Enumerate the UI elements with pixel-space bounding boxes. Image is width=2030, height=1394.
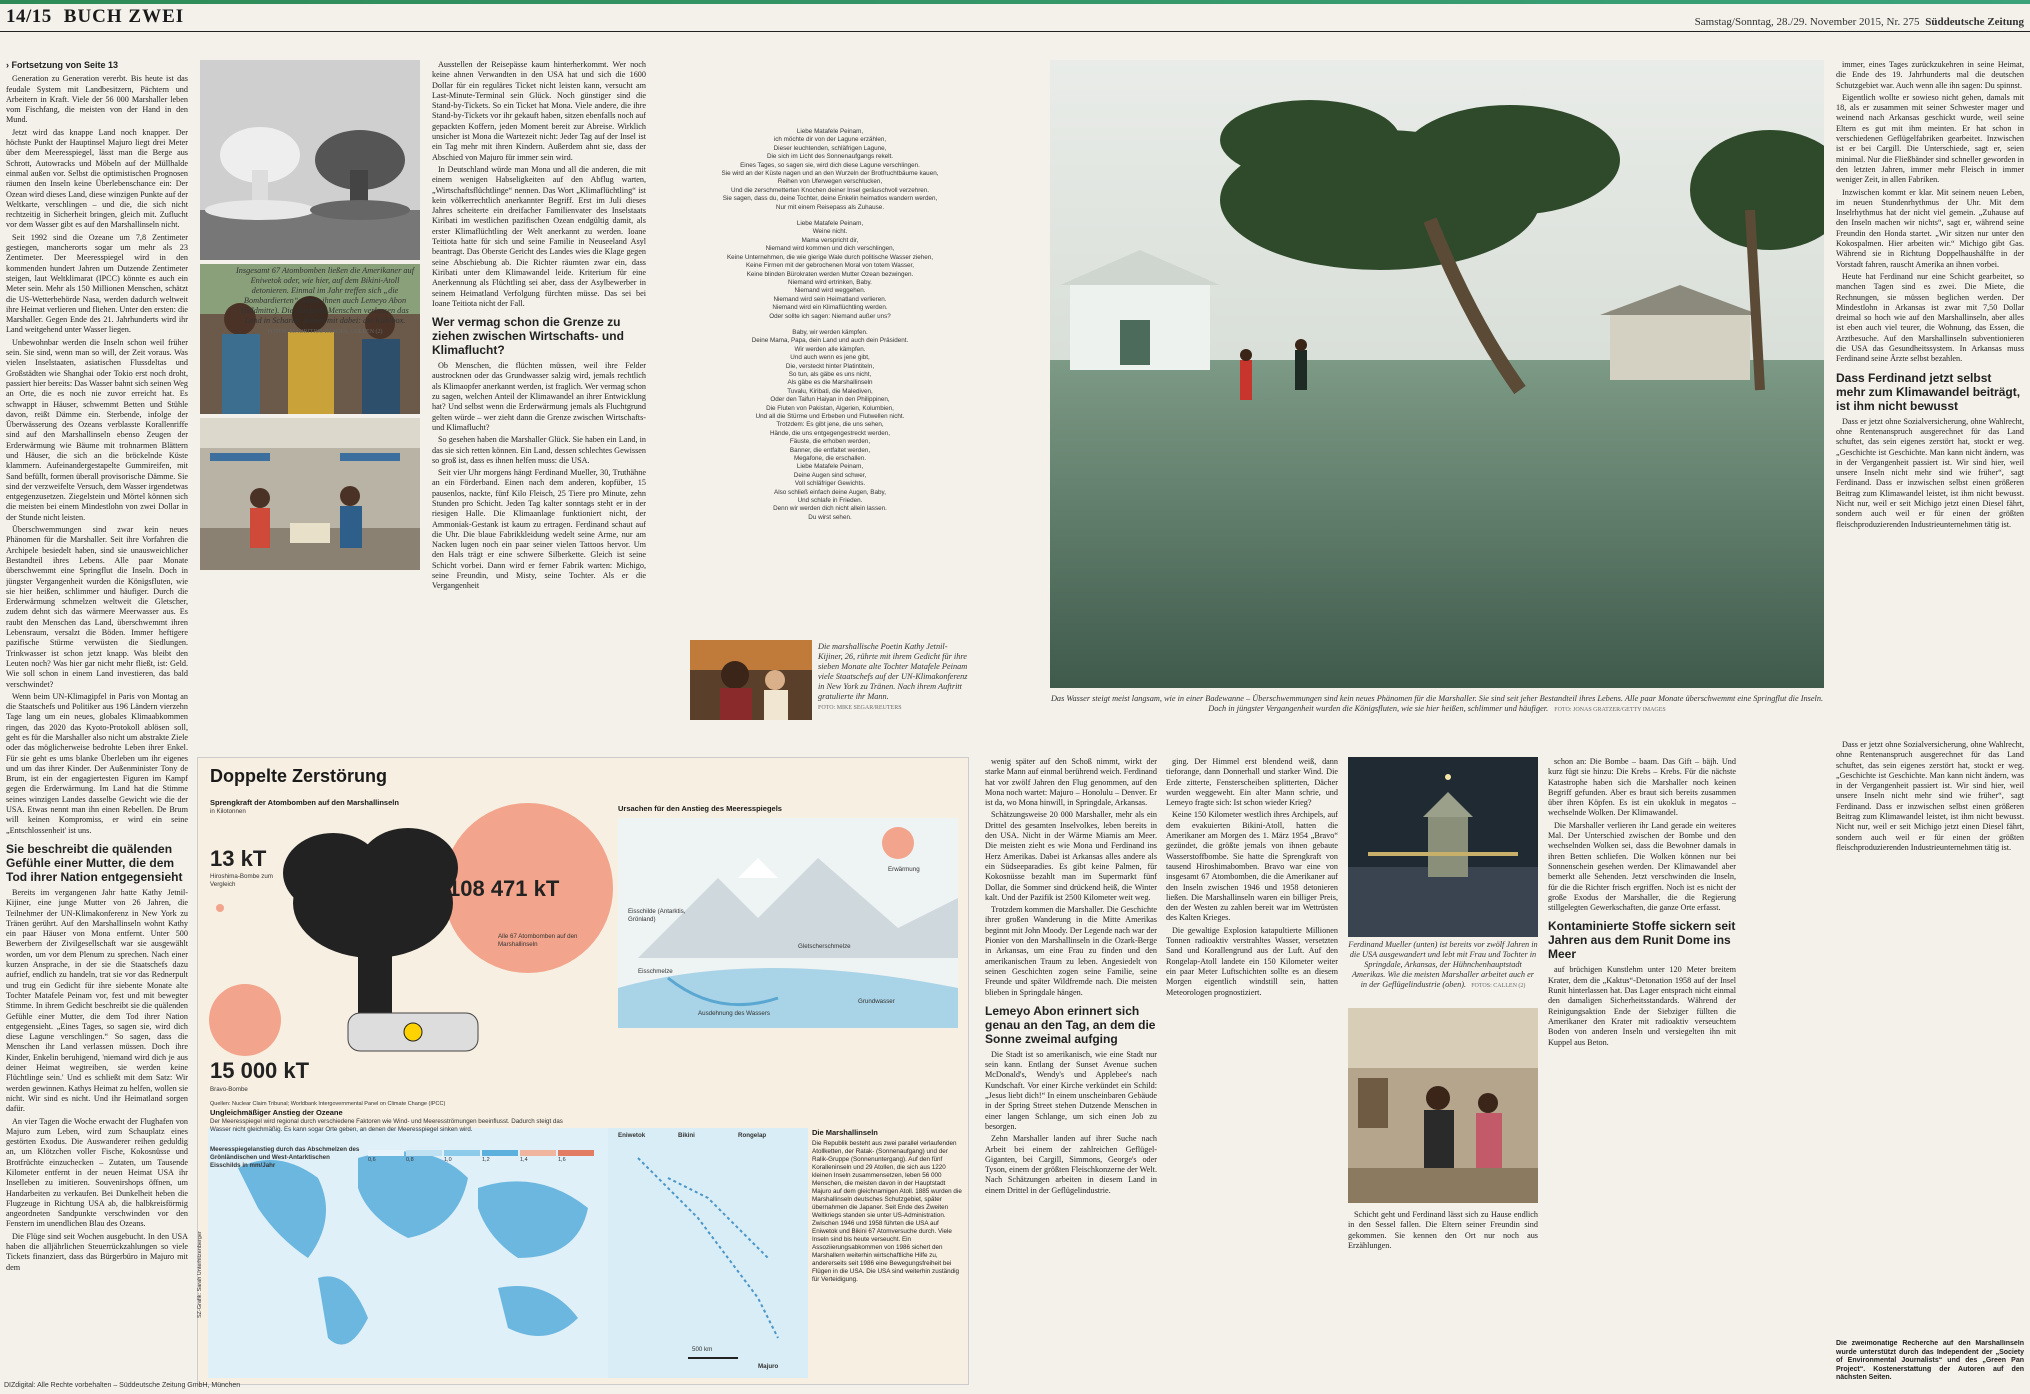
total-label: Alle 67 Atombomben auf den Marshallinseln <box>498 933 578 948</box>
bomb-chart-title: Sprengkraft der Atombomben auf den Marshallinseln <box>210 798 399 807</box>
issue-info <box>1695 16 2024 28</box>
flood-caption <box>1050 694 1824 715</box>
cause-label: Ausdehnung des Wassers <box>698 1010 770 1017</box>
continuation-kicker: › Fortsetzung von Seite 13 <box>6 60 119 70</box>
paragraph: Dass er jetzt ohne Sozialversicherung, ohne Wahlrecht, ohne Rentenanspruch ausgerechnet für das Land schuftet, das sein eigenes zerstört hat, stockt er weg. „Geschichte ist Geschichte. Man kann nicht ändern, was in der Vergangenheit passiert ist. Wir sind hier, weil unsere Inseln nicht mehr sind wie früher“, sagt Ferdinand. Dass er inzwischen selbst einen größeren Beitrag zum Klimawandel leistet, ist ihm nicht bewusst. Nicht nur, weil er seit Michigo jetzt einen Diesel fährt, sondern auch weil er für einen der größten fleischproduzierenden Industrieunternehmen tätig ist. <box>1836 416 2024 529</box>
graphic-illustration <box>198 758 970 1386</box>
page-number: 14/15 <box>6 6 52 27</box>
paragraph: wenig später auf den Schoß nimmt, wirkt der starke Mann auf einmal berührend weich. Ferdinand hat vor zwölf Jahren den Flug genommen, auf den Mona noch wartet: Majuro – Honolulu – Denver. Er ist da, wo Mona hinwill, in Springdale, Arkansas. <box>985 757 1157 808</box>
poem-stanza: Baby, wir werden kämpfen. Deine Mama, Papa, dein Land und auch dein Präsident. Wir werden alle kämpfen. Und auch wenn es jene gibt, Die, versteckt hinter Platintiteln, So tun, als gäbe es uns nicht, Als gäbe es die Marshallinseln Tuvalu, Kiribati, die Malediven, Oder den Taifun Haiyan in den Philippinen, Die Fluten von Pakistan, Algerien, Kolumbien, Und all die Stürme und Erbeben und Flutwellen nicht. Trotzdem: Es gibt jene, die uns sehen, Hände, die uns entgegengestreckt werden, Fäuste, die erhoben werden, Banner, die entfaltet werden, Megafone, die erschallen. Liebe Matafele Peinam, Deine Augen sind schwer, Voll schläfriger Gewichts. Also schließ einfach deine Augen, Baby, Und schlafe in Frieden. Denn wir werden dich nicht allein lassen. Du wirst sehen. <box>751 328 909 521</box>
bomb-chart-unit: in Kilotonnen <box>210 808 246 815</box>
legend-step: 1,6 <box>558 1150 594 1164</box>
legend-step: 1,2 <box>482 1150 518 1164</box>
paragraph: Die Stadt ist so amerikanisch, wie eine Stadt nur sein kann. Entlang der Sunset Avenue suchen McDonald's, Wendy's und Applebee's nach Kundschaft. Vor einer Kirche verkündet ein Schild: „Jesus liebt dich!“ In einem unscheinbaren Gebäude in der Spring Street stehen Dutzende Menschen in einer langen Schlange, um sich einen Job zu besorgen. <box>985 1049 1157 1131</box>
bottom-copyright: DIZdigital: Alle Rechte vorbehalten – Süddeutsche Zeitung GmbH, München <box>4 1382 241 1389</box>
poem-stanza: Liebe Matafele Peinam, Weine nicht. Mama verspricht dir, Niemand wird kommen und dich verschlingen, Keine Unternehmen, die wie gierige Wale durch politische Wasser ziehen, Keine Firmen mit der gebrochenen Moral von totem Wasser, Keine blinden Bürokraten werden Mutter Ozean bezwingen. Niemand wird ertrinken, Baby. Niemand wird weggehen. Niemand wird sein Heimatland verlieren. Niemand wird ein Klimaflüchtling werden. Oder sollte ich sagen: Niemand außer uns? <box>726 220 934 320</box>
paragraph: Generation zu Generation vererbt. Bis heute ist das feudale System mit Landbesitzern, Pächtern und Arbeitern in Kraft. Viele der 56 000 Marshaller leben vom Fischfang, die meisten von der Hand in den Mund. <box>6 74 188 125</box>
rise-title: Ungleichmäßiger Anstieg der Ozeane <box>210 1108 343 1117</box>
paragraph: Die Flüge sind seit Wochen ausgebucht. In den USA haben die alljährlichen Steuerrückzahlungen so viele Tickets finanziert, dass das Bürgerbüro in Majuro mit dem <box>6 1231 188 1272</box>
subheadline: Lemeyo Abon erinnert sich genau an den Tag, an dem die Sonne zweimal aufging <box>985 1003 1156 1046</box>
subheadline: Dass Ferdinand jetzt selbst mehr zum Klimawandel beiträgt, ist ihm nicht bewusst <box>1836 370 2021 413</box>
cause-label: Eisschmelze <box>638 968 673 975</box>
legend-step: 0,8 <box>406 1150 442 1164</box>
atoll-label: Eniwetok <box>618 1132 646 1139</box>
poet-caption <box>818 642 968 713</box>
photo-mushroom-cloud <box>200 60 420 260</box>
ferdinand-caption <box>1348 940 1538 991</box>
paragraph: Die gewaltige Explosion katapultierte Millionen Tonnen radioaktiv verstrahltes Wasser, versetzten Sand und Korallengrund aus der Luft. Auf den Rongelap-Atoll landete ein 150 Kilometer weiter ein paar Meter Luftschichten sollte es an diesem Morgen eigentlich windstill sein, hatten Meteorologen prognostiziert. <box>1166 925 1338 997</box>
subheadline: Sie beschreibt die quälenden Gefühle einer Mutter, die dem Tod ihrer Nation entgegensieht <box>6 841 183 884</box>
top-color-bar <box>0 0 2030 4</box>
article-column-1 <box>6 60 188 1378</box>
paragraph: Die Marshaller verlieren ihr Land gerade ein weiteres Mal. Der Unterschied zwischen der Bombe und den wechselnden Wolken sei, dass die Bewohner damals in ihren Betten schliefen. Die Wolken können nur bei Sonnenschein gesehen werden. Der Klimawandel aber bemerkt alle Sehenden. Jetzt verschwinden die Inseln, für die die Richter frisch ergriffen. Noch ist es nicht der große Exodus der Marshaller, die die Regierung stillgelegten Gewerkschaften, die ganze Orte erfasst. <box>1548 820 1736 913</box>
hiroshima-value: 13 kT <box>210 846 267 871</box>
poem-block <box>655 128 1005 530</box>
cause-label: Erwärmung <box>888 866 920 873</box>
photo-chicken-plant <box>1348 757 1538 937</box>
research-note: Die zweimonatige Recherche auf den Marshallinseln wurde unterstützt durch das Independent der „Society of Environmental Journalists“ und des „Green Pan Project“. Kostenerstattung der Autoren auf den nächsten Seiten. <box>1836 1340 2024 1380</box>
masthead-logo: Süddeutsche Zeitung <box>1925 16 2024 28</box>
paragraph: Zehn Marshaller landen auf ihrer Suche nach Arbeit bei einem der zahlreichen Geflügel-Giganten, bei Cargill, Simmons, George's oder Tyson, einem der größten Fleischkonzerne der Welt. Nach Schätzungen arbeiten in diesem Land in einem Drittel in der Geflügelindustrie. <box>985 1134 1157 1195</box>
poet-caption-text: Die marshallische Poetin Kathy Jetnil-Kijiner, 26, rührte mit ihrem Gedicht für ihre sieben Monate alte Tochter Matafele Peinam viele Staatschefs auf der UN-Klimakonferenz in New York zu Tränen. Nach ihrem Auftritt gratulierte ihr Mann. <box>818 642 968 701</box>
paragraph: Schicht geht und Ferdinand lässt sich zu Hause endlich in den Sessel fallen. Die Eltern seiner Freundin sind gekommen. Sie kennen den Ort nur noch aus Erzählungen. <box>1348 1210 1538 1250</box>
subheadline: Wer vermag schon die Grenze zu ziehen zwischen Wirtschafts- und Klimaflucht? <box>432 315 624 358</box>
marshall-box-text: Die Republik besteht aus zwei parallel verlaufenden Atollketten, der Ratak- (Sonnenaufgang) und der Ralik-Gruppe (Sonnenuntergang). Auf den fünf Koralleninseln und 29 Atollen, die sich aus 1220 kleinen Inseln zusammensetzen, leben 56 000 Menschen, die meisten davon in der Hauptstadt Majuro auf dem gleichnamigen Atoll. 1885 wurden die Marshallinseln deutsches Schutzgebiet, später übernahmen die Japaner. Seit Ende des Zweiten Weltkriegs standen sie unter US-Administration. Zwischen 1946 und 1958 führten die USA auf Eniwetok und Bikini 67 Atomversuche durch. Viele Inseln sind bis heute verseucht. Ein Assoziierungsabkommen von 1986 sichert den Marshallern weiterhin wirtschaftliche Hilfe zu, andererseits seit 1986 eine Bewegungsfreiheit bei Flügen in die USA. Die USA sind weiterhin zuständig für Verteidigung. <box>812 1140 962 1283</box>
paragraph: ging. Der Himmel erst blendend weiß, dann tieforange, dann Donnerhall und starker Wind. Die Erde zitterte, Fensterscheiben splitterten, Dächer wurden weggeweht. Ein alter Mann schrie, und Lemeyo fragte sich: Ist schon wieder Krieg? <box>1166 757 1338 808</box>
graphic-credit: SZ-Grafik: Sarah Unterhitzenberger <box>197 1231 203 1318</box>
legend-step: 1,0 <box>444 1150 480 1164</box>
article-column-far-right-lower <box>1836 740 2024 1340</box>
paragraph: Keine 150 Kilometer westlich ihres Archipels, auf dem evakuierten Bikini-Atoll, hatten die Amerikaner am Morgen des 1. März 1954 „Bravo“ gezündet, die größte jemals von ihnen gebaute Wasserstoffbombe. Sie hatte die Sprengkraft von tausend Hiroshimabomben. Bravo war eine von insgesamt 67 Atombomben, die die Amerikaner auf den Inseln zwischen 1946 und 1958 detonieren ließen. Die Marshallinseln waren ein billiger Preis, den der Westen zu zahlen bereit war im Wettrüsten des Kalten Krieges. <box>1166 810 1338 923</box>
paragraph: Unbewohnbar werden die Inseln schon weil früher sein. Sie sind, wenn man so will, der Zeit voraus. Was vielen Inselstaaten, asiatischen Flussdeltas und Großstädten wie Shanghai oder Tokio erst noch droht, passiert hier bereits: Das Wasser bahnt sich seinen Weg an Orte, die es noch nie zuvor erreicht hat. Es schwappt in Häuser, schwemmt Betten und Stühle davon, reißt Dämme ein. Sterbende, infolge der Überwässerung des Ozeans verblasste Korallenriffe sind auf den Marshallinseln ebenso Zeugen der Erderwärmung wie Bäume mit trohnarmen Blättern und Häuser, die sich an die bröckelnde Küste klammern. Aufeinandergestapelte Gummireifen, mit Sand befüllt, formen überall provisorische Dämme. Sie sind der verzweifelte Versuch, dem Wasser irgendetwas entgegenzusetzen. Ziegelstein und Mörtel können sich die meisten bei einem Mindestlohn von zwei Dollar in der Stunde nicht leisten. <box>6 337 188 522</box>
bravo-value: 15 000 kT <box>210 1058 310 1083</box>
legend-step: 1,4 <box>520 1150 556 1164</box>
paragraph: So gesehen haben die Marshaller Glück. Sie haben ein Land, in das sie sich retten können. Ein Land, dessen schlechtes Gewissen so groß ist, dass es ihnen helfen muss: die USA. <box>432 435 646 465</box>
paragraph: immer, eines Tages zurückzukehren in seine Heimat, die Ende des 19. Jahrhunderts mal die deutschen Schutzgebiet war. Auch wenn alle ihn sagen: Du spinnst. <box>1836 60 2024 90</box>
photo-flood <box>1050 60 1824 688</box>
article-column-middle-3 <box>1348 1210 1538 1382</box>
poet-photo-credit: FOTO: MIKE SEGAR/REUTERS <box>818 705 902 711</box>
page-header <box>0 6 2030 32</box>
paragraph: Eigentlich wollte er sowieso nicht gehen, damals mit 18, als er zusammen mit seiner Schwester mager und weinend nach Arkansas geschickt wurde, weil seine Eltern es gut mit ihm meinten. Er hat schon in verschiedenen Geflügelfabriken gearbeitet. Inzwischen ist er bei Cargill. Die Unterschiede, sagt er, seien minimal. Nur die Fließbänder sind schneller geworden in den letzten Jahren, immer mehr Fleisch in immer weniger Zeit, in allen Fabriken. <box>1836 92 2024 185</box>
causes-title: Ursachen für den Anstieg des Meeresspiegels <box>618 804 782 813</box>
article-column-3 <box>432 60 646 720</box>
graphic-title: Doppelte Zerstörung <box>210 766 388 786</box>
paragraph: Überschwemmungen sind zwar kein neues Phänomen für die Marshaller. Seit ihre Vorfahren die Archipele besiedelt haben, sind sie unausweichlicher Bestandteil ihres Lebens. Alle paar Monate überschwemmt eine Springflut die Inseln. Doch in jüngster Vergangenheit wurden die Königsfluten, wie sie hier heißen, schlimmer und häufiger. Durch die Erderwärmung schmelzen weltweit die Gletscher, zudem dehnt sich das wärmere Meerwasser aus. Es raubt den Menschen das Land, überschwemmt ihren Lebensraum, versalzt die Böden. Immer heftigere pazifische Stürme verwüsten die Siedlungen. Trinkwasser ist schon jetzt knapp. Was bleibt den Leuten noch? Was hier gar nicht mehr fließt, ist: Geld. Wie soll schon in einem Land investieren, das bald verschwindet? <box>6 525 188 689</box>
photo-ferdinand-home <box>1348 1008 1538 1203</box>
paragraph: Jetzt wird das knappe Land noch knapper. Der höchste Punkt der Hauptinsel Majuro liegt drei Meter über dem Meeresspiegel, lässt man die Berge aus Schrott, Autowracks und Möbeln auf der Müllhalde einmal außen vor. Selbst die optimistischen Prognosen räumen den Inseln keine Überlebenschance ein: Der Ozean wird dieses Land, diese winzigen Punkte auf der Weltkarte, verschlingen – und die, die sich nicht rechtzeitig in Sicherheit bringen, gleich mit. Zuflucht vor dem Wasser gibt es auf den Marshallinseln nicht. <box>6 127 188 230</box>
paragraph: Dass er jetzt ohne Sozialversicherung, ohne Wahlrecht, ohne Rentenanspruch ausgerechnet für das Land schuftet, das sein eigenes zerstört hat, stockt er weg. „Geschichte ist Geschichte. Man kann nicht ändern, was in der Vergangenheit passiert ist. Wir sind hier, weil unsere Inseln nicht mehr sind wie früher“, sagt Ferdinand. Dass er inzwischen selbst einen größeren Beitrag zum Klimawandel leistet, ist ihm nicht bewusst. Nicht nur, weil er seit Michigo jetzt einen Diesel fährt, sondern auch weil er für einen der größten fleischproduzierenden Industrieunternehmen tätig ist. <box>1836 740 2024 852</box>
atom-photo-caption <box>232 266 418 337</box>
paragraph: Ausstellen der Reisepässe kaum hinterherkommt. Wer noch keine ahnen Verwandten in den USA hat und sich die 1600 Dollar für ein reguläres Ticket nicht leisten kann, versucht am Last-Minute-Terminal sein Glück. Noch günstiger sind die Stand-by-Tickets. So ein Ticket hat Mona. Viele andere, die ihre Stand-by-Tickets vor ihr gekauft haben, sitzen ebenfalls noch auf gepackten Koffern, jeden Moment bereit zur Abreise. Wirklich unsicher ist Mona die Wartezeit nicht: Jeder Tag auf der Insel ist ein Tag mehr mit ihren Kindern. Außerdem ahnt sie, dass der Abschied von Majuro für immer sein wird. <box>432 60 646 162</box>
atom-photo-caption-text: Insgesamt 67 Atombomben ließen die Amerikaner auf Eniwetok oder, wie hier, auf dem Bikini-Atoll detonieren. Einmal im Jahr treffen sich „die Bombardierten“, unter ihnen auch Lemeyo Abon (Bildmitte). Die Jüngeren Menschen verlassen das Land in Scharen. Immer mit dabei: die Kühlbox. <box>235 266 415 325</box>
paragraph: Trotzdem kommen die Marshaller. Die Geschichte ihrer großen Wanderung in die Mitte Amerikas beginnt mit John Moody. Der Legende nach war der Pionier von den Marshallinseln in die Ozark-Berge in Arkansas, um eine Frau zu finden und den amerikanischen Traum zu leben. Angesiedelt von seinen Geschichten zogen seine Familie, seine Freunde und später Wildfremde nach. Die meisten blieben in Springdale hängen. <box>985 905 1157 997</box>
infographic <box>197 757 969 1385</box>
legend-step: 0,6 <box>368 1150 404 1164</box>
article-column-middle-2 <box>1166 757 1338 1382</box>
paragraph: auf brüchigen Kunstlehm unter 120 Meter breitem Krater, dem die „Kaktus“-Detonation 1958 auf der Insel Runit hinterlassen hat. Das Lager entsprach nicht einmal den damaligen Sicherheitsstandards. Während der Reinigungsaktion Ende der Siebziger füllten die Amerikaner den Krater mit radioaktiv verseuchtem Boden von anderen Inseln und versiegelten ihn mit Kuppel aus Beton. <box>1548 965 1736 1047</box>
subheadline: Kontaminierte Stoffe sickern seit Jahren aus dem Runit Dome ins Meer <box>1548 919 1736 962</box>
sources-note: Quellen: Nuclear Claim Tribunal; Worldbank Intergovernmental Panel on Climate Change (IPCC) <box>210 1101 446 1107</box>
photo-poet <box>690 640 812 720</box>
total-value: 108 471 kT <box>448 876 560 901</box>
paragraph: Wenn beim UN-Klimagipfel in Paris von Montag an die Staatschefs und Politiker aus 196 Ländern vierzehn Tage lang um ein neues, globales Klimaabkommen ringen, das 2020 das Kyoto-Protokoll ablösen soll, geht es für die Marshaller also nicht um abstrakte Ziele oder das möglicherweise bedrohte Leben ihrer Enkel. Für sie geht es ums blanke Überleben um ihr eigenes und um das ihrer Kinder. Der Außenminister Tony de Brum, ist ein der engagiertesten Figuren im Kampf gegen die Erderwärmung. Im Land hat die Stimme seines winzigen Landes dasselbe Gewicht wie die der USA. Etwas nennt man ihn einen Rebellen. De Brum will keinen Kompromiss, er wird ein seine „Entschlossenheit' ist uns. <box>6 691 188 835</box>
legend-scale <box>368 1150 594 1164</box>
map-scale-label: 500 km <box>692 1346 713 1353</box>
rise-text: Der Meeresspiegel wird regional durch verschiedene Faktoren wie Wind- und Meeresströmungen beeinflusst. Dadurch steigt das Wasser nicht gleichmäßig. Es kann sogar Orte geben, an denen der Meeresspiegel sinken wird. <box>210 1118 563 1133</box>
paragraph: schon an: Die Bombe – baam. Das Gift – bäjh. Und kurz fügt sie hinzu: Die Krebs – Krebs. Für die nächste Katastrophe haben sich die Marshaller noch keinen Begriff gefunden. Aber es braut sich bereits zusammen über ihren Köpfen. Es ist ein ukokluk in megatos – wechselnde Wolken. Der Klimawandel. <box>1548 757 1736 818</box>
flood-photo-credit: FOTO: JONAS GRATZER/GETTY IMAGES <box>1554 707 1666 713</box>
cause-label: Eisschilde (Antarktis, Grönland) <box>628 908 686 923</box>
paragraph: Schätzungsweise 20 000 Marshaller, mehr als ein Drittel des gesamten Inselvolkes, leben bereits in den USA. Nicht in der Wärme Miamis am Meer. Die meisten zieht es wie Mona und Ferdinand ins Herz Amerikas. Dabei ist Arkansas alles andere als ein Südseeparadies. Es gibt keine Palmen, für Kokosnüsse bezahlt man im Supermarkt fünf Dollar, die Sommer sind drückend heiß, die Winter kalt. Und der Pazifik ist 2500 Kilometer weit weg. <box>985 810 1157 902</box>
legend-title: Meeresspiegelanstieg durch das Abschmelzen des Grönländischen und West-Antarktischen Eisschilds in mm/Jahr <box>210 1146 360 1169</box>
paragraph: Heute hat Ferdinand nur eine Schicht gearbeitet, so manchen Tagen sind es zwei. Die Miete, die Rechnungen, sie müssen beglichen werden. Der Mindestlohn in Arkansas ist zwar mit 7,50 Dollar dreimal so hoch wie auf den Marshallinseln, aber alles ist eben auch viel teurer, die Wohnung, das Essen, die Arztbesuche. Auf den Marshallinseln subventionieren die USA das Gesundheitssystem. In Arkansas muss Ferdinand seine Ärzte selbst bezahlen. <box>1836 271 2024 364</box>
marshall-box-title: Die Marshallinseln <box>812 1128 878 1137</box>
cause-label: Grundwasser <box>858 998 895 1005</box>
photo-airport <box>200 418 420 570</box>
hiroshima-label: Hiroshima-Bombe zum Vergleich <box>210 873 273 888</box>
bravo-label: Bravo-Bombe <box>210 1086 248 1093</box>
paragraph: Seit vier Uhr morgens hängt Ferdinand Mueller, 30, Truthähne an ein Förderband. Einen nach dem anderen, kopfüber, 15 pausenlos, nackte, fünf Kilo Fleisch, 25 Tiere pro Minute, zehn Stunden pro Schicht. Jeden Tag kalter sonntags steht er in der riesigen Halle. Die Klimaanlage funktioniert nicht, der Ammoniak-Gestank ist kaum zu ertragen. Ferdinand schaut auf die Uhr. Die blaue Fabrikkleidung wedelt seine Arme, nur am Nacken lugen noch ein paar seiner vielen Tattoos hervor. Um den Hals trägt er eine schwere Silberkette. Gleich ist seine Schicht vorbei. Dann wird er ferner Fabrik warten: Michigo, seine Freundin, und Misty, seine Tochter. Als er die Vergangenheit <box>432 468 646 591</box>
paragraph: Inzwischen kommt er klar. Mit seinem neuen Leben, im neuen Stundenrhythmus der Uhr. Mit dem Inselrhythmus hat der nicht viel gemein. „Zuhause auf den Inseln machen wir nichts“, sagt er, während seine Freundin den Honda startet. „Wir sitzen nur unter den Kokospalmen. Hier arbeiten wir.“ Michigo gibt Gas. Während sie in Richtung Doppelhaushälfte in der Vorstadt fahren, rauscht Amerika an ihnen vorbei. <box>1836 187 2024 269</box>
section-title: BUCH ZWEI <box>63 6 185 27</box>
paragraph: Seit 1992 sind die Ozeane um 7,8 Zentimeter gestiegen, mancherorts sogar um mehr als 23 Zentimeter. Der Meeresspiegel wird in den kommenden hundert Jahren um Dutzende Zentimeter steigen, laut Weltklimarat (IPCC) könnte es auch ein Meter sein. Mehr als 150 Millionen Menschen, schätzt die US-Wetterbehörde Nasa, werden dadurch weltweit ihre Heimat verlieren und fliehen. Unter den ersten: die Marshaller. Gegen Ende des 21. Jahrhunderts wird ihr Land weitgehend unter Wasser liegen. <box>6 232 188 335</box>
article-column-right-lower <box>1548 757 1736 1382</box>
article-column-right-upper <box>1836 60 2024 730</box>
ferdinand-photo-credit: FOTOS: CALLEN (2) <box>1471 983 1526 989</box>
poem-stanza: Liebe Matafele Peinam, ich möchte dir von der Lagune erzählen, Dieser leuchtenden, schläfrigen Lagune, Die sich im Licht des Sonnenaufgangs rekelt. Eines Tages, so sagen sie, wird dich diese Lagune verschlingen. Sie wird an der Küste nagen und an den Wurzeln der Brotfruchtbäume kauen, Reihen von Uferwegen verschlucken, Und die zerschmetterten Knochen deiner Insel geräuschvoll verzehren. Sie sagen, dass du, deine Tochter, deine Enkelin heimatlos wandern werden, Nur mit einem Reisepass als Zuhause. <box>721 128 939 211</box>
paragraph: In Deutschland würde man Mona und all die anderen, die mit einem wenigen Habseligkeiten auf den Abflug warten, „Wirtschaftsflüchtlinge“ nennen. Das Wort „Klimaflüchtling“ ist kein völkerrechtlich anerkannter Begriff. Erst im Juli dieses Jahres scheiterte ein dreifacher Familienvater des Inselstaats Kiribati im westlichen pazifischen Ozean endgültig damit, als erster Klimaflüchtling der Welt anerkannt zu werden. Ioane Teitiota hatte für sich und seine Familie in Neuseeland Asyl beantragt. Das Oberste Gericht des Landes wies die Klage gegen seine Abschiebung ab. Die Richter räumten zwar ein, dass Kiribati unter dem Klimawandel leide. Kriterium für eine Anerkennung als Flüchtling sei aber, dass der Asylbewerber in seinem Heimatland Verfolgung fürchten müsse. Das sei bei Ioane Teitiota nicht der Fall. <box>432 164 646 308</box>
flood-caption-text: Das Wasser steigt meist langsam, wie in einer Badewanne – Überschwemmungen sind kein neues Phänomen für die Marshaller. Sie sind seit jeher Bestandteil ihres Lebens. Alle paar Monate überschwemmt eine Springflut die Inseln. Doch in jüngster Vergangenheit wurden die Königsfluten, wie sie hier heißen, schlimmer und häufiger. <box>1050 694 1824 713</box>
issue-date: Samstag/Sonntag, 28./29. November 2015, Nr. 275 <box>1694 16 1920 28</box>
paragraph: Ob Menschen, die flüchten müssen, weil ihre Felder austrocknen oder das Grundwasser salzig wird, jemals rechtlich als Klimaopfer anerkannt werden, ist fraglich. Wer vermag schon zu sagen, welchen Anteil der Klimawandel an ihrer Entwicklung hat? Und selbst wenn die Erderwärmung jemals als Fluchtgrund gelten würde – wer zieht dann die Grenze zwischen Wirtschafts- und Klimaflucht? <box>432 361 646 432</box>
paragraph: An vier Tagen die Woche erwacht der Flughafen von Majuro zum Leben, wird zum Schauplatz eines gestörten Exodus. Die Auswanderer reihen geduldig an, um Klötzchen voller Fische, Kokosnüsse und Brotfrüchte einzuchecken – Zutaten, um Tausende Kilometer entfernt in der neuen Heimat USA ihr Inselleben zu imitieren. Souvenirshops öffnen, um Handarbeiten zu verkaufen. Bei Dunkelheit heben die Flugzeuge in Richtung USA ab, die halbkreisförmig angeordneten Sandpunkte verschwinden vor den Fenstern im unendlichen Blau des Ozeans. <box>6 1116 188 1229</box>
atoll-label: Majuro <box>758 1363 779 1370</box>
atom-photo-credit: FOTOS: MAURITIUS IMAGES, COLEEN (2) <box>267 329 383 335</box>
atoll-label: Bikini <box>678 1132 695 1139</box>
atoll-label: Rongelap <box>738 1132 767 1139</box>
ferdinand-caption-text: Ferdinand Mueller (unten) ist bereits vor zwölf Jahren in die USA ausgewandert und lebt mit Frau und Tochter in Springdale, Arkansas, der Hühnchenhauptstadt Amerikas. Wie die meisten Marshaller arbeitet auch er in der Geflügelindustrie (oben). <box>1348 940 1538 989</box>
cause-label: Gletscherschmelze <box>798 943 851 950</box>
paragraph: Bereits im vergangenen Jahr hatte Kathy Jetnil-Kijiner, eine junge Mutter von 26 Jahren, die Teilnehmer der UN-Klimakonferenz in New York zu Tränen gerührt. Auf den Marshallinseln wohnt Kathy ein paar Häuser von Mona entfernt. Unter 500 Bewerbern der Zivilgesellschaft war sie ausgewählt worden, um vor dem Plenum zu sprechen. Nach einer kurzen Ansprache, in der sie die Staatschefs dazu aufrief, endlich zu handeln, trat sie vor das Rednerpult und trug ein Gedicht für ihre siebente Monate alte Tochter Matafele Peinam vor, fest und mit bewegter Stimme. In ihrem Gedicht beschreibt sie die quälenden Gefühle einer Mutter, die dem Tod ihrer Nation entgegensieht. „Eines Tages, so sagen sie, wird dich diese Lagune verschlingen.“ So sagen, dass die Menschen ihr Land verlassen müssen. Doch ihre Kinder, Enkelin beruhigend, 'niemand wird dich je aus deiner Heimat wegtreiben, sie werden keine Flüchtlinge sein.' Und es schließt mit dem Satz: Wir werden gewinnen. Kathys Heimat zu helfen, wollen sie nicht. Wir sind es nicht. Und ihr Heimatland sorgen dafür. <box>6 887 188 1114</box>
article-column-middle-1 <box>985 757 1157 1382</box>
